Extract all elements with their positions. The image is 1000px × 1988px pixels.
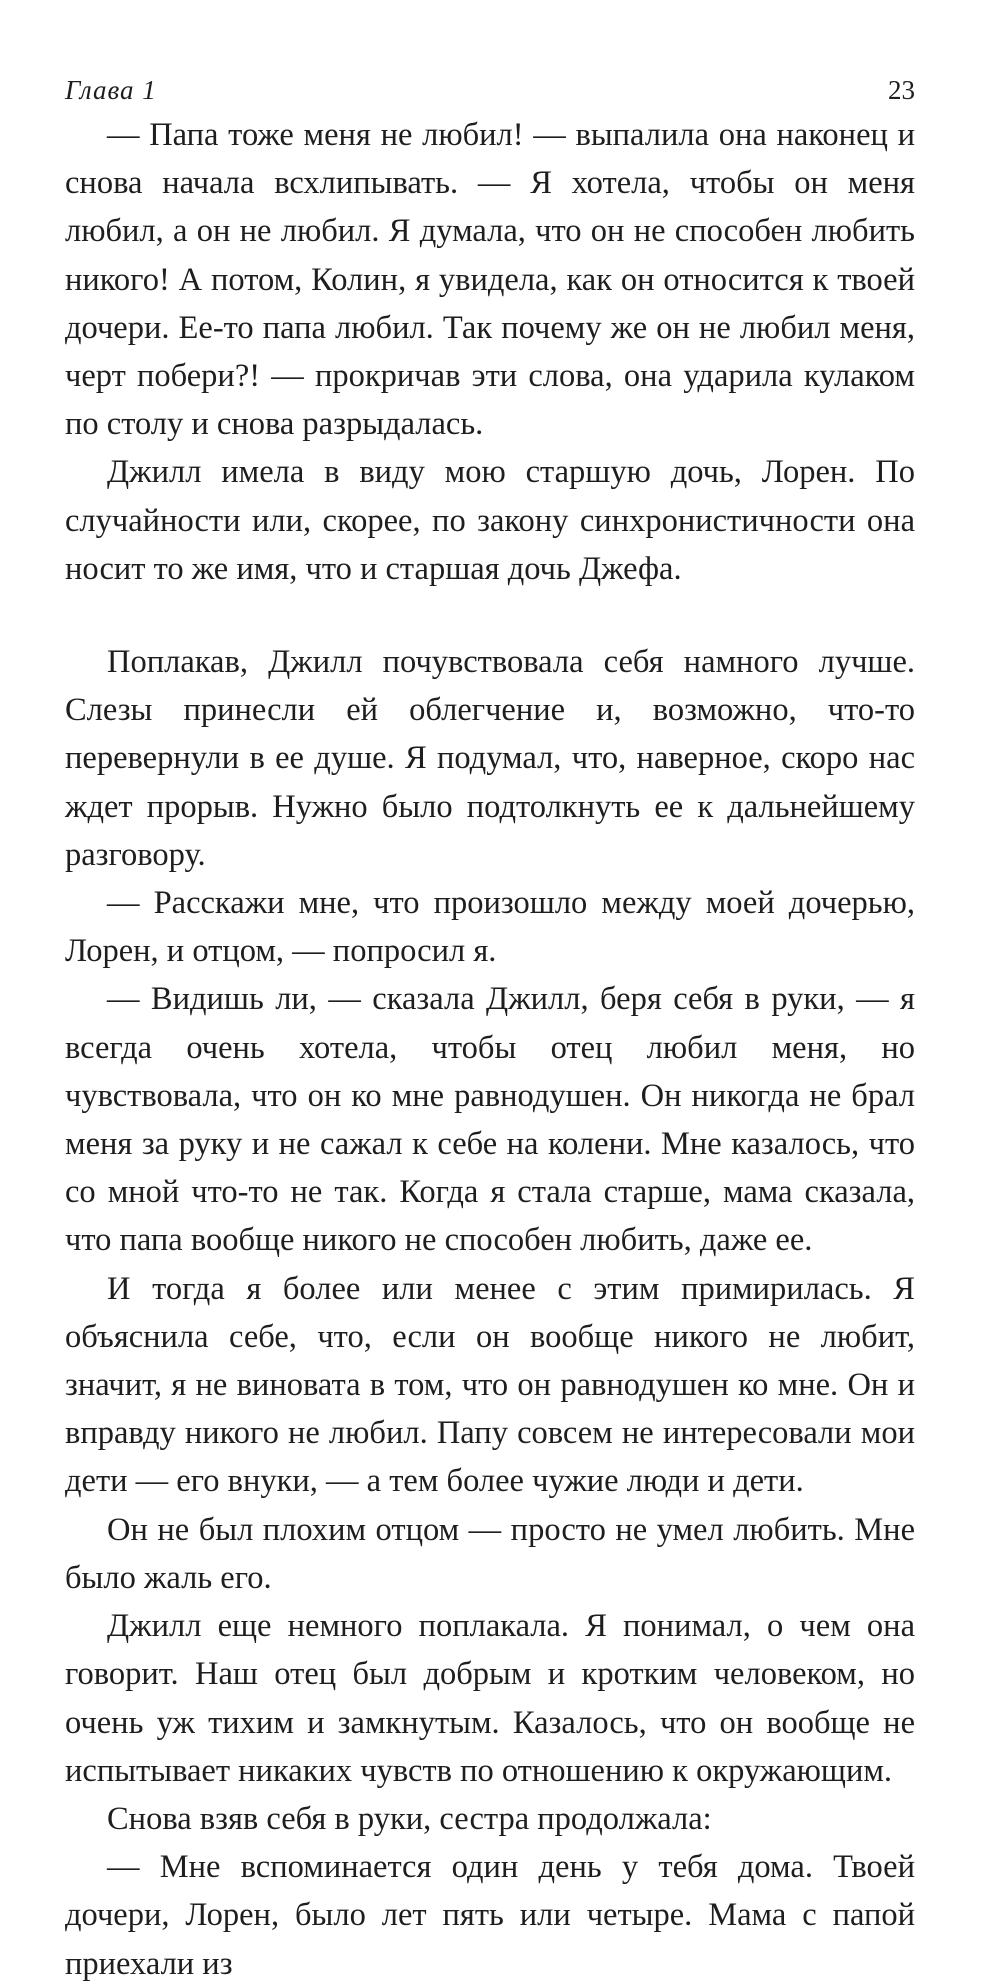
paragraph: Джилл имела в виду мою старшую дочь, Лорен. По случайности или, скорее, по закону синхронистичности она носит то же имя, что и старшая дочь Джефа. xyxy=(65,454,915,587)
paragraph: Поплакав, Джилл почувствовала себя намного лучше. Слезы принесли ей облегчение и, возможно, что-то перевернули в ее душе. Я подумал, что, наверное, скоро нас ждет прорыв. Нужно было подтолкнуть ее к дальнейшему разговору. xyxy=(65,644,915,873)
paragraph: — Мне вспоминается один день у тебя дома. Твоей дочери, Лорен, было лет пять или четыре. Мама с папой приехали из xyxy=(65,1849,915,1982)
body-text xyxy=(65,111,915,1988)
paragraph: Снова взяв себя в руки, сестра продолжала: xyxy=(107,1800,712,1837)
running-head xyxy=(65,70,915,110)
paragraph: — Видишь ли, — сказала Джилл, беря себя в руки, — я всегда очень хотела, чтобы отец любил меня, но чувствовала, что он ко мне равнодушен. Он никогда не брал меня за руку и не сажал к себе на колени. Мне казалось, что со мной что-то не так. Когда я стала старше, мама сказала, что папа вообще никого не способен любить, даже ее. xyxy=(65,981,915,1259)
paragraph: Он не был плохим отцом — просто не умел любить. Мне было жаль его. xyxy=(65,1511,915,1596)
paragraph: Джилл еще немного поплакала. Я понимал, о чем она говорит. Наш отец был добрым и кротким человеком, но очень уж тихим и замкнутым. Казалось, что он вообще не испытывает никаких чувств по отношению к окружающим. xyxy=(65,1608,915,1789)
paragraph: — Расскажи мне, что произошло между моей дочерью, Лорен, и отцом, — попросил я. xyxy=(65,885,915,970)
chapter-label: Глава 1 xyxy=(65,75,157,105)
paragraph: И тогда я более или менее с этим примирилась. Я объяснила себе, что, если он вообще никого не любит, значит, я не виновата в том, что он равнодушен ко мне. Он и вправду никого не любил. Папу совсем не интересовали мои дети — его внуки, — а тем более чужие люди и дети. xyxy=(65,1270,915,1500)
paragraph: — Папа тоже меня не любил! — выпалила она наконец и снова начала всхлипывать. — Я хотела, чтобы он меня любил, а он не любил. Я думала, что он не способен любить никого! А потом, Колин, я увидела, как он относится к твоей дочери. Ее-то папа любил. Так почему же он не любил меня, черт побери?! — прокричав эти слова, она ударила кулаком по столу и снова разрыдалась. xyxy=(65,117,915,443)
page-number: 23 xyxy=(888,75,915,105)
section-break xyxy=(65,593,915,638)
